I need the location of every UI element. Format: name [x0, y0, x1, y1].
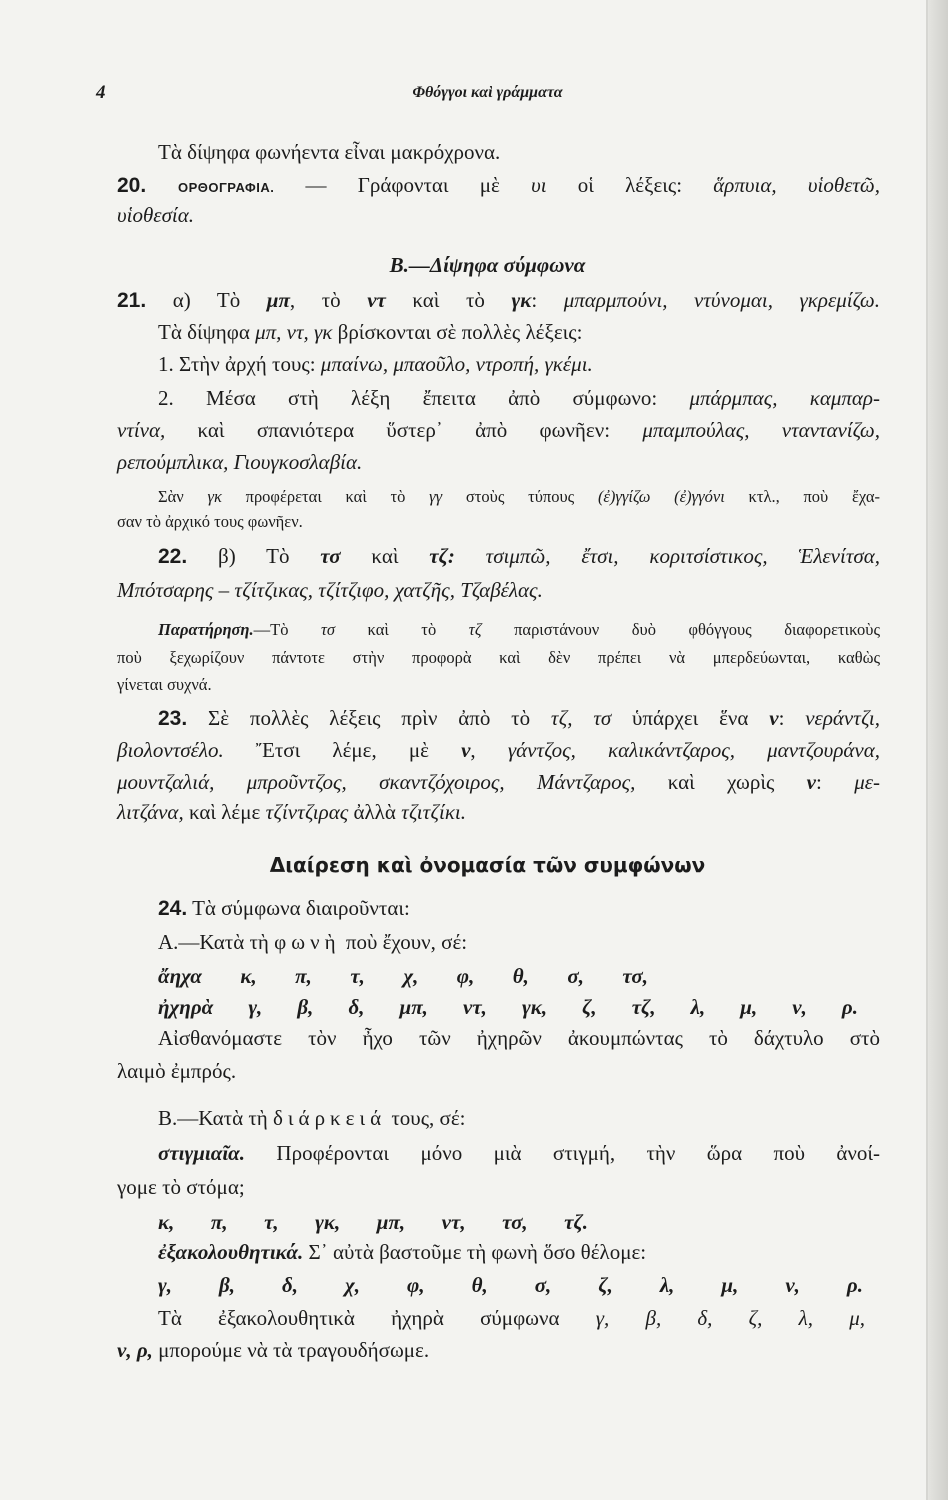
emphasis-text: ρεπούμπλικα, Γιουγκοσλαβία.: [117, 450, 363, 474]
emphasis-text: τζ, τσ: [550, 706, 612, 730]
emphasis-text: τζιτζίκι.: [401, 800, 466, 824]
text-run: β) Τὸ: [187, 544, 321, 568]
text-run: Τὰ δίψηφα: [158, 320, 256, 344]
emphasis-text: γάντζος, καλικάντζαρος, μαντζουράνα,: [507, 738, 881, 762]
emphasis-text: ἅρπυια, υἱοθετῶ,: [713, 173, 881, 197]
emphasis-text: τσιμπῶ, ἔτσι, κοριτσίστικος, Ἑλενίτσα,: [485, 544, 880, 568]
text-run: Τὰ σύμφωνα διαιροῦνται:: [187, 896, 410, 920]
text-line: [158, 139, 500, 165]
text-run: Ἔτσι λέμε, μὲ: [223, 738, 462, 762]
page-number: 4: [96, 82, 106, 103]
text-run: σαν τὸ ἀρχικό τους φωνῆεν.: [117, 512, 303, 531]
running-title: Φθόγγοι καὶ γράμματα: [412, 84, 563, 101]
text-line: [117, 287, 880, 313]
text-run: —Τὸ: [253, 620, 321, 639]
section-heading: [0, 252, 948, 278]
page-edge: [928, 0, 948, 1500]
text-line: [117, 172, 880, 198]
emphasis-text: μπαρμπούνι, ντύνομαι, γκρεμίζω.: [563, 288, 880, 312]
text-run: καὶ: [340, 544, 430, 568]
emphasis-text: ντίνα,: [117, 418, 166, 442]
emphasis-text: γκ: [207, 487, 222, 506]
emphasis-text: με-: [854, 770, 880, 794]
emphasis-text: ἠχηρὰ γ, β, δ, μπ, ντ, γκ, ζ, τζ, λ, μ, ν, ρ.: [158, 995, 858, 1019]
text-line: [158, 351, 593, 377]
emphasis-text: μπάρμπας, καμπαρ-: [689, 386, 880, 410]
text-run: προφέρεται καὶ τὸ: [221, 487, 430, 506]
emphasis-text: ν: [769, 706, 779, 730]
text-run: ὑπάρχει ἕνα: [611, 706, 770, 730]
text-line: [158, 1105, 466, 1131]
emphasis-text: τζίντζιρας: [265, 800, 349, 824]
emphasis-text: φωνὴ: [274, 930, 341, 954]
emphasis-text: Παρατήρηση.: [158, 620, 254, 639]
text-line: [117, 674, 212, 696]
emphasis-text: διάρκειά: [273, 1106, 387, 1130]
emphasis-text: μπ, ντ, γκ: [255, 320, 333, 344]
text-line: [158, 994, 858, 1020]
emphasis-text: γκ: [511, 288, 532, 312]
text-run: Σὲ πολλὲς λέξεις πρὶν ἀπὸ τὸ: [187, 706, 551, 730]
text-run: Τὰ δίψηφα φωνήεντα εἶναι μακρόχρονα.: [158, 140, 501, 164]
emphasis-text: ἄηχα κ, π, τ, χ, φ, θ, σ, τσ,: [158, 964, 648, 988]
emphasis-text: ΟΡΘΟΓΡΑΦΙΑ.: [177, 180, 275, 195]
text-line: [158, 319, 582, 345]
emphasis-text: λιτζάνα,: [117, 800, 184, 824]
text-line: [158, 1239, 646, 1265]
text-line: [158, 385, 880, 411]
text-line: [158, 1140, 880, 1166]
text-run: τους, σέ:: [386, 1106, 466, 1130]
text-run: καὶ χωρὶς: [635, 770, 807, 794]
emphasis-text: μουντζαλιά, μπροῦντζος, σκαντζόχοιρος, Μάντζαρος,: [117, 770, 636, 794]
text-run: Β.—Κατὰ τὴ: [158, 1106, 274, 1130]
text-run: — Γράφονται μὲ: [274, 173, 532, 197]
text-run: στοὺς τύπους: [442, 487, 598, 506]
text-run: γίνεται συχνά.: [117, 675, 212, 694]
text-run: Τὰ ἐξακολουθητικὰ ἠχηρὰ σύμφωνα: [158, 1306, 596, 1330]
text-run: καὶ λέμε: [183, 800, 266, 824]
text-run: καὶ σπανιότερα ὕστερ᾽ ἀπὸ φωνῆεν:: [165, 418, 643, 442]
paragraph-number: 21.: [117, 289, 147, 312]
text-run: ἀλλὰ: [348, 800, 402, 824]
text-run: :: [815, 770, 855, 794]
emphasis-text: Διαίρεση καὶ ὀνομασία τῶν συμφώνων: [269, 853, 706, 877]
text-line: [117, 647, 880, 673]
text-line: [117, 737, 880, 763]
emphasis-text: νεράντζι,: [805, 706, 881, 730]
emphasis-text: τζ: [468, 620, 482, 639]
text-line: [158, 1305, 865, 1331]
text-line: [117, 202, 194, 228]
text-line: [158, 1025, 880, 1051]
text-run: γομε τὸ στόμα;: [117, 1175, 245, 1199]
emphasis-text: γγ: [429, 487, 443, 506]
paragraph-number: 23.: [158, 707, 188, 730]
emphasis-text: (ἐ)γγίζω (ἐ)γγόνι: [597, 487, 725, 506]
page-edge-line: [926, 0, 928, 1500]
emphasis-text: βιολοντσέλο.: [117, 738, 224, 762]
text-run: κτλ., ποὺ ἔχα-: [724, 487, 880, 506]
emphasis-text: ν: [806, 770, 816, 794]
emphasis-text: Μπότσαρης – τζίτζικας, τζίτζιφο, χατζῆς, Τζαβέλας.: [117, 578, 543, 602]
text-run: 2. Μέσα στὴ λέξη ἔπειτα ἀπὸ σύμφωνο:: [158, 386, 690, 410]
emphasis-text: μπαίνω, μπαοῦλο, ντροπή, γκέμι.: [320, 352, 593, 376]
text-run: α) Τὸ: [146, 288, 267, 312]
text-run: παριστάνουν δυὸ φθόγγους διαφορετικοὺς: [481, 620, 880, 639]
text-run: ποὺ ἔχουν, σέ:: [340, 930, 468, 954]
emphasis-text: τζ:: [429, 544, 455, 568]
text-run: [455, 544, 486, 568]
text-run: 1. Στὴν ἀρχή τους:: [158, 352, 321, 376]
text-line: [158, 619, 880, 645]
text-run: Σὰν: [158, 487, 208, 506]
emphasis-text: τσ: [320, 620, 336, 639]
emphasis-text: ν: [461, 738, 471, 762]
text-run: καὶ τὸ: [335, 620, 469, 639]
emphasis-text: γ, β, δ, ζ, λ, μ,: [595, 1306, 865, 1330]
text-run: Σ᾽ αὐτὰ βαστοῦμε τὴ φωνὴ ὅσο θέλομε:: [303, 1240, 647, 1264]
emphasis-text: στιγμιαῖα.: [158, 1141, 246, 1165]
text-line: [158, 1272, 863, 1298]
emphasis-text: γ, β, δ, χ, φ, θ, σ, ζ, λ, μ, ν, ρ.: [158, 1273, 863, 1297]
text-run: Α.—Κατὰ τὴ: [158, 930, 275, 954]
paragraph-number: 20.: [117, 174, 178, 197]
text-run: βρίσκονται σὲ πολλὲς λέξεις:: [332, 320, 583, 344]
text-line: [117, 1058, 236, 1084]
text-run: Προφέρονται μόνο μιὰ στιγμή, τὴν ὥρα ποὺ ἀνοί-: [245, 1141, 880, 1165]
section-heading: [0, 852, 948, 878]
text-line: [117, 1337, 429, 1363]
emphasis-text: ἐξακολουθητικά.: [158, 1240, 304, 1264]
paragraph-number: 22.: [158, 545, 188, 568]
emphasis-text: τσ: [320, 544, 341, 568]
text-line: [117, 1174, 245, 1200]
text-line: [117, 449, 362, 475]
text-run: :: [778, 706, 806, 730]
emphasis-text: Β.—Δίψηφα σύμφωνα: [389, 253, 586, 277]
text-run: καὶ τὸ: [385, 288, 512, 312]
text-line: [117, 769, 880, 795]
text-line: [158, 895, 410, 922]
emphasis-text: υἱοθεσία.: [117, 203, 195, 227]
text-line: [158, 486, 880, 512]
text-run: :: [531, 288, 564, 312]
text-run: Αἰσθανόμαστε τὸν ἦχο τῶν ἠχηρῶν ἀκουμπώντας τὸ δάχτυλο στὸ: [158, 1026, 880, 1050]
text-line: [117, 511, 303, 533]
text-line: [117, 577, 543, 603]
text-line: [158, 705, 880, 731]
emphasis-text: μπ: [266, 288, 290, 312]
paragraph-number: 24.: [158, 897, 188, 920]
emphasis-text: ντ: [367, 288, 386, 312]
emphasis-text: υι: [531, 173, 547, 197]
emphasis-text: μπαμπούλας, νταντανίζω,: [642, 418, 880, 442]
text-run: ποὺ ξεχωρίζουν πάντοτε στὴν προφορὰ καὶ δὲν πρέπει νὰ μπερδεύωνται, καθὼς: [117, 648, 880, 667]
text-line: [158, 1209, 588, 1235]
emphasis-text: ν, ρ,: [117, 1338, 153, 1362]
text-line: [117, 417, 880, 443]
text-line: [158, 543, 880, 569]
text-run: μπορούμε νὰ τὰ τραγουδήσωμε.: [152, 1338, 430, 1362]
text-run: ,: [470, 738, 508, 762]
text-line: [158, 963, 648, 989]
text-run: οἱ λέξεις:: [546, 173, 714, 197]
text-run: , τὸ: [289, 288, 368, 312]
text-run: λαιμὸ ἐμπρός.: [117, 1059, 237, 1083]
text-line: [158, 929, 467, 955]
emphasis-text: κ, π, τ, γκ, μπ, ντ, τσ, τζ.: [158, 1210, 588, 1234]
text-line: [117, 799, 466, 825]
